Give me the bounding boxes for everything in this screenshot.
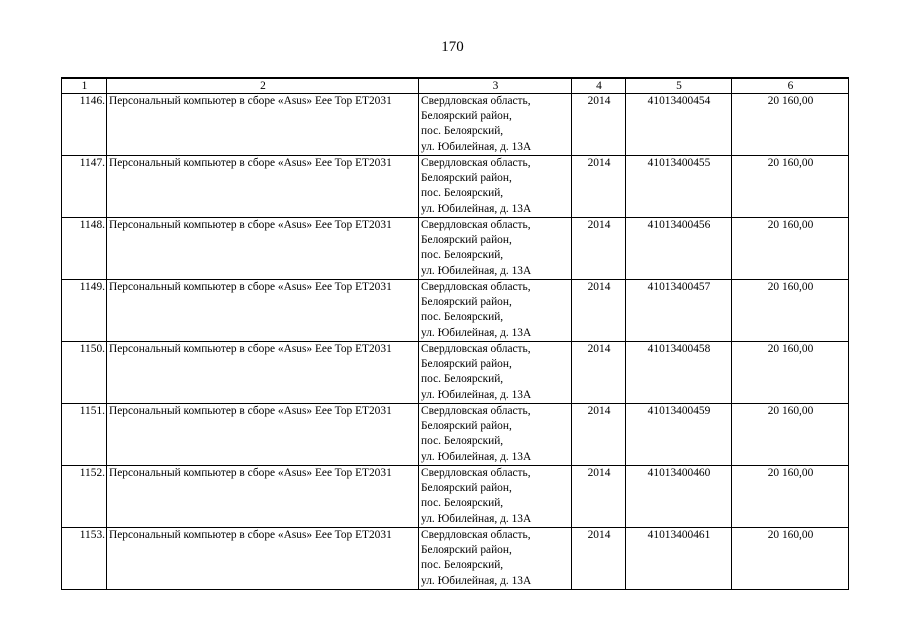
row-number-cell: 1153. bbox=[62, 528, 107, 590]
row-number-cell: 1150. bbox=[62, 342, 107, 404]
address-line: пос. Белоярский, bbox=[421, 187, 504, 200]
item-name-cell: Персональный компьютер в сборе «Asus» Eee Top ET2031 bbox=[107, 218, 419, 280]
address-line: пос. Белоярский, bbox=[421, 311, 504, 324]
item-name-cell: Персональный компьютер в сборе «Asus» Eee Top ET2031 bbox=[107, 156, 419, 218]
cost-cell: 20 160,00 bbox=[732, 528, 849, 590]
year-cell: 2014 bbox=[572, 156, 626, 218]
header-cell-5: 5 bbox=[626, 78, 732, 94]
address-cell bbox=[419, 94, 572, 156]
address-line: пос. Белоярский, bbox=[421, 373, 504, 386]
item-name-cell: Персональный компьютер в сборе «Asus» Eee Top ET2031 bbox=[107, 280, 419, 342]
address-line: ул. Юбилейная, д. 13А bbox=[421, 140, 532, 153]
address-line: Белоярский район, bbox=[421, 110, 512, 123]
inventory-number-cell: 41013400455 bbox=[626, 156, 732, 218]
table-row bbox=[62, 342, 849, 404]
address-line: пос. Белоярский, bbox=[421, 249, 504, 262]
address-cell bbox=[419, 404, 572, 466]
row-number-cell: 1147. bbox=[62, 156, 107, 218]
address-line: Белоярский район, bbox=[421, 482, 512, 495]
cost-cell: 20 160,00 bbox=[732, 404, 849, 466]
header-cell-2: 2 bbox=[107, 78, 419, 94]
address-line: Белоярский район, bbox=[421, 358, 512, 371]
year-cell: 2014 bbox=[572, 218, 626, 280]
inventory-number-cell: 41013400459 bbox=[626, 404, 732, 466]
year-cell: 2014 bbox=[572, 280, 626, 342]
address-line: ул. Юбилейная, д. 13А bbox=[421, 450, 532, 463]
row-number-cell: 1151. bbox=[62, 404, 107, 466]
address-line: ул. Юбилейная, д. 13А bbox=[421, 512, 532, 525]
inventory-number-cell: 41013400461 bbox=[626, 528, 732, 590]
address-line: Белоярский район, bbox=[421, 420, 512, 433]
table-row bbox=[62, 404, 849, 466]
address-cell bbox=[419, 280, 572, 342]
address-line: Свердловская область, bbox=[421, 219, 531, 231]
inventory-number-cell: 41013400458 bbox=[626, 342, 732, 404]
year-cell: 2014 bbox=[572, 94, 626, 156]
cost-cell: 20 160,00 bbox=[732, 156, 849, 218]
address-line: Свердловская область, bbox=[421, 157, 531, 169]
header-cell-4: 4 bbox=[572, 78, 626, 94]
row-number-cell: 1152. bbox=[62, 466, 107, 528]
address-line: ул. Юбилейная, д. 13А bbox=[421, 574, 532, 587]
row-number-cell: 1149. bbox=[62, 280, 107, 342]
address-line: Белоярский район, bbox=[421, 544, 512, 557]
page-number: 170 bbox=[441, 39, 464, 55]
inventory-number-cell: 41013400460 bbox=[626, 466, 732, 528]
table-row bbox=[62, 156, 849, 218]
item-name-cell: Персональный компьютер в сборе «Asus» Eee Top ET2031 bbox=[107, 342, 419, 404]
table-row bbox=[62, 528, 849, 590]
item-name-cell: Персональный компьютер в сборе «Asus» Eee Top ET2031 bbox=[107, 404, 419, 466]
address-line: пос. Белоярский, bbox=[421, 125, 504, 138]
address-line: Свердловская область, bbox=[421, 467, 531, 479]
address-line: пос. Белоярский, bbox=[421, 497, 504, 510]
address-line: Свердловская область, bbox=[421, 405, 531, 417]
address-line: ул. Юбилейная, д. 13А bbox=[421, 202, 532, 215]
address-cell bbox=[419, 218, 572, 280]
cost-cell: 20 160,00 bbox=[732, 218, 849, 280]
address-line: Свердловская область, bbox=[421, 281, 531, 293]
address-line: пос. Белоярский, bbox=[421, 559, 504, 572]
item-name-cell: Персональный компьютер в сборе «Asus» Eee Top ET2031 bbox=[107, 528, 419, 590]
address-line: ул. Юбилейная, д. 13А bbox=[421, 388, 532, 401]
year-cell: 2014 bbox=[572, 404, 626, 466]
table-row bbox=[62, 280, 849, 342]
row-number-cell: 1146. bbox=[62, 94, 107, 156]
address-cell bbox=[419, 528, 572, 590]
address-line: Белоярский район, bbox=[421, 296, 512, 309]
cost-cell: 20 160,00 bbox=[732, 280, 849, 342]
header-cell-1: 1 bbox=[62, 78, 107, 94]
table-row bbox=[62, 466, 849, 528]
address-line: Свердловская область, bbox=[421, 343, 531, 355]
address-line: Свердловская область, bbox=[421, 529, 531, 541]
address-cell bbox=[419, 156, 572, 218]
item-name-cell: Персональный компьютер в сборе «Asus» Eee Top ET2031 bbox=[107, 94, 419, 156]
table-row bbox=[62, 218, 849, 280]
address-cell bbox=[419, 466, 572, 528]
header-cell-6: 6 bbox=[732, 78, 849, 94]
address-line: Белоярский район, bbox=[421, 234, 512, 247]
inventory-number-cell: 41013400456 bbox=[626, 218, 732, 280]
cost-cell: 20 160,00 bbox=[732, 94, 849, 156]
header-row bbox=[62, 78, 849, 94]
address-line: пос. Белоярский, bbox=[421, 435, 504, 448]
inventory-number-cell: 41013400457 bbox=[626, 280, 732, 342]
year-cell: 2014 bbox=[572, 528, 626, 590]
address-cell bbox=[419, 342, 572, 404]
item-name-cell: Персональный компьютер в сборе «Asus» Eee Top ET2031 bbox=[107, 466, 419, 528]
address-line: ул. Юбилейная, д. 13А bbox=[421, 264, 532, 277]
header-cell-3: 3 bbox=[419, 78, 572, 94]
year-cell: 2014 bbox=[572, 466, 626, 528]
row-number-cell: 1148. bbox=[62, 218, 107, 280]
year-cell: 2014 bbox=[572, 342, 626, 404]
cost-cell: 20 160,00 bbox=[732, 342, 849, 404]
inventory-number-cell: 41013400454 bbox=[626, 94, 732, 156]
property-registry-table bbox=[61, 77, 849, 590]
cost-cell: 20 160,00 bbox=[732, 466, 849, 528]
table-row bbox=[62, 94, 849, 156]
address-line: Белоярский район, bbox=[421, 172, 512, 185]
address-line: ул. Юбилейная, д. 13А bbox=[421, 326, 532, 339]
address-line: Свердловская область, bbox=[421, 95, 531, 107]
